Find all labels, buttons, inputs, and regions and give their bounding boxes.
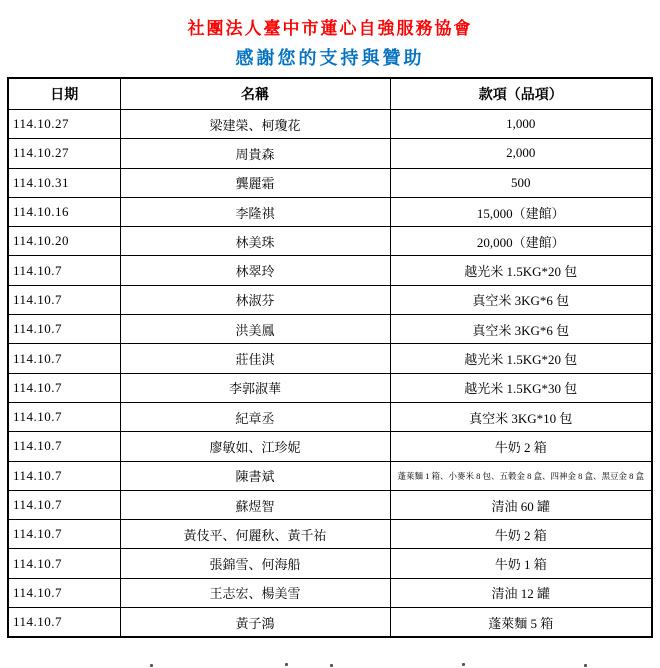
- name-cell: 莊佳淇: [120, 344, 390, 373]
- name-cell: 黃子鴻: [120, 608, 390, 638]
- page-subtitle: 感謝您的支持與贊助: [235, 48, 425, 68]
- date-cell: 114.10.7: [8, 461, 120, 490]
- table-row: [8, 110, 652, 139]
- item-cell: 牛奶 1 箱: [390, 549, 652, 578]
- date-cell: 114.10.7: [8, 520, 120, 549]
- table-row: [8, 344, 652, 373]
- name-cell: 陳書斌: [120, 461, 390, 490]
- table-row: [8, 227, 652, 256]
- table-header-row: [8, 78, 652, 110]
- table-row: [8, 197, 652, 226]
- date-cell: 114.10.7: [8, 344, 120, 373]
- name-cell: 林翠玲: [120, 256, 390, 285]
- item-cell: 20,000（建館）: [390, 227, 652, 256]
- header-date: 日期: [8, 78, 120, 110]
- clipped-next-line: [0, 663, 660, 668]
- item-cell: 1,000: [390, 110, 652, 139]
- date-cell: 114.10.20: [8, 227, 120, 256]
- item-cell: 牛奶 2 箱: [390, 432, 652, 461]
- name-cell: 龔麗霜: [120, 168, 390, 197]
- table-row: [8, 139, 652, 168]
- date-cell: 114.10.7: [8, 608, 120, 638]
- name-cell: 張錦雪、何海船: [120, 549, 390, 578]
- item-cell: 2,000: [390, 139, 652, 168]
- date-cell: 114.10.16: [8, 197, 120, 226]
- name-cell: 林美珠: [120, 227, 390, 256]
- date-cell: 114.10.7: [8, 549, 120, 578]
- name-cell: 林淑芬: [120, 285, 390, 314]
- table-row: [8, 520, 652, 549]
- donation-table: [7, 77, 653, 638]
- table-row: [8, 490, 652, 519]
- table-body: [8, 110, 652, 638]
- table-row: [8, 256, 652, 285]
- date-cell: 114.10.7: [8, 256, 120, 285]
- date-cell: 114.10.7: [8, 490, 120, 519]
- item-cell: 蓬萊麵 1 箱、小麥米 8 包、五穀金 8 盒、四神金 8 盒、黑豆金 8 盒: [390, 461, 652, 490]
- table-row: [8, 432, 652, 461]
- table-row: [8, 315, 652, 344]
- name-cell: 梁建榮、柯瓊花: [120, 110, 390, 139]
- table-row: [8, 373, 652, 402]
- item-cell: 牛奶 2 箱: [390, 520, 652, 549]
- item-cell: 越光米 1.5KG*20 包: [390, 256, 652, 285]
- table-row: [8, 285, 652, 314]
- table-row: [8, 549, 652, 578]
- item-cell: 500: [390, 168, 652, 197]
- date-cell: 114.10.7: [8, 402, 120, 431]
- date-cell: 114.10.7: [8, 285, 120, 314]
- date-cell: 114.10.31: [8, 168, 120, 197]
- item-cell: 真空米 3KG*10 包: [390, 402, 652, 431]
- date-cell: 114.10.7: [8, 373, 120, 402]
- item-cell: 蓬萊麵 5 箱: [390, 608, 652, 638]
- date-cell: 114.10.7: [8, 578, 120, 607]
- date-cell: 114.10.7: [8, 432, 120, 461]
- table-row: [8, 608, 652, 638]
- date-cell: 114.10.27: [8, 139, 120, 168]
- table-row: [8, 168, 652, 197]
- name-cell: 李隆祺: [120, 197, 390, 226]
- item-cell: 15,000（建館）: [390, 197, 652, 226]
- item-cell: 越光米 1.5KG*30 包: [390, 373, 652, 402]
- item-cell: 清油 12 罐: [390, 578, 652, 607]
- item-cell: 真空米 3KG*6 包: [390, 315, 652, 344]
- table-row: [8, 578, 652, 607]
- name-cell: 黃伎平、何麗秋、黃千祐: [120, 520, 390, 549]
- header-name: 名稱: [120, 78, 390, 110]
- item-cell: 真空米 3KG*6 包: [390, 285, 652, 314]
- date-cell: 114.10.27: [8, 110, 120, 139]
- name-cell: 周貴森: [120, 139, 390, 168]
- item-cell: 清油 60 罐: [390, 490, 652, 519]
- header-item: 款項（品項）: [390, 78, 652, 110]
- item-cell: 越光米 1.5KG*20 包: [390, 344, 652, 373]
- name-cell: 洪美鳳: [120, 315, 390, 344]
- name-cell: 紀章丞: [120, 402, 390, 431]
- name-cell: 廖敏如、江珍妮: [120, 432, 390, 461]
- name-cell: 王志宏、楊美雪: [120, 578, 390, 607]
- name-cell: 蘇煜智: [120, 490, 390, 519]
- name-cell: 李郭淑華: [120, 373, 390, 402]
- table-row: [8, 402, 652, 431]
- date-cell: 114.10.7: [8, 315, 120, 344]
- page-title: 社團法人臺中市蓮心自強服務協會: [187, 19, 473, 38]
- table-row: [8, 461, 652, 490]
